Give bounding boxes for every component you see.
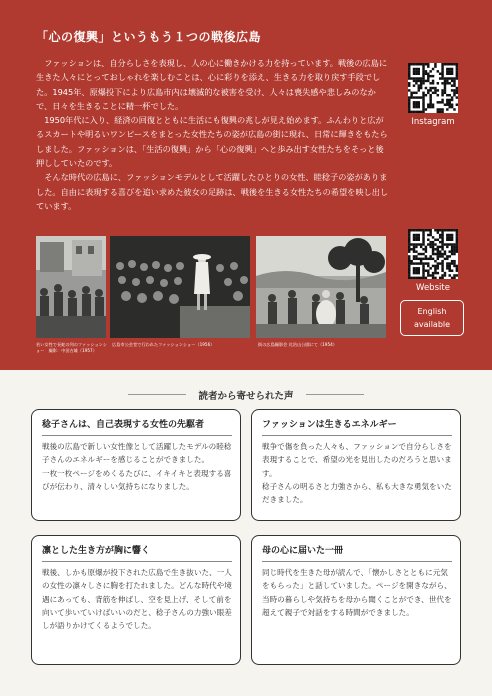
- voice-card-paragraph: 同じ時代を生きた母が読んで、「懐かしさとともに元気をもらった」と話していました。ページを開きながら、当時の暮らしや気持ちを母から聞くことができ、世代を超えて親子で対話をする時間ができました。: [262, 568, 452, 617]
- voice-card: [251, 409, 461, 521]
- voice-card-paragraph: 戦後の広島で新しい女性像として活躍したモデルの睦稔子さんのエネルギーを感じることができました。: [42, 442, 232, 465]
- voice-card-title: ファッションは生きるエネルギー: [262, 420, 397, 430]
- photo-fashion-show-hall: [110, 236, 250, 338]
- photo-caption: 広島市公会堂で行われたファッションショー（1956）: [112, 342, 215, 347]
- voices-section-title: 読者から寄せられた声: [198, 391, 294, 402]
- photo-street-crowd: [36, 236, 106, 338]
- photo-caption: 街の広島撮影会 比治山公園にて（1954）: [258, 342, 337, 347]
- voice-card-paragraph: 一枚一枚ページをめくるたびに、イキイキと表現する喜びが伝わり、清々しい気持ちになりました。: [42, 468, 232, 491]
- hero-paragraph: そんな時代の広島に、ファッションモデルとして活躍したひとりの女性、睦稔子の姿がありました。自由に表現する喜びを追い求めた彼女の足跡は、戦後を生きる女性たちの希望を映し出しています。: [36, 172, 389, 211]
- voice-card-paragraph: 戦争で傷を負った人々も、ファッションで自分らしさを表現することで、希望の光を見出したのだろうと思います。: [262, 442, 452, 478]
- english-line: English: [417, 307, 447, 316]
- voice-card-body: [42, 566, 232, 632]
- available-line: available: [413, 320, 451, 329]
- hero-headline: 「心の復興」というもう１つの戦後広島: [36, 30, 262, 44]
- voice-card-body: [262, 440, 452, 506]
- card-divider: [42, 561, 232, 562]
- instagram-qr-code[interactable]: [408, 63, 458, 113]
- photo-park-photo-session: [256, 236, 386, 338]
- website-qr-code[interactable]: [408, 229, 458, 279]
- hero-body: [36, 56, 391, 213]
- card-divider: [262, 561, 452, 562]
- instagram-label: Instagram: [411, 117, 455, 127]
- voice-card-title: 母の心に届いた一冊: [262, 546, 344, 556]
- photo-caption: 若い女性で長蛇の列のファッションショー 撮影：中田吉雄（1957）: [36, 342, 107, 353]
- voice-card-paragraph: 稔子さんの明るさと力強さから、私も大きな勇気をいただきました。: [262, 481, 452, 505]
- website-label: Website: [416, 283, 450, 293]
- voice-card-body: [262, 566, 452, 619]
- hero-paragraph: ファッションは、自分らしさを表現し、人の心に働きかける力を持っています。戦後の広島に生きた人々にとっておしゃれを楽しむことは、心に彩りを添え、生きる力を取り戻す手段でした。1945年、原爆投下により広島市内は壊滅的な被害を受け、人々は喪失感や悲しみのなかで、日々を生きることに精一杯でした。: [36, 58, 388, 111]
- voice-card-paragraph: 戦後、しかも原爆が投下された広島で生き抜いた、一人の女性の凛々しさに胸を打たれました。どんな時代や境遇にあっても、背筋を伸ばし、空を見上げ、そして前を向いて歩いていけばいいのだと、稔子さんの力強い眼差しが語りかけてくるようでした。: [42, 568, 232, 631]
- hero-paragraph: 1950年代に入り、経済の回復とともに生活にも復興の兆しが見え始めます。ふんわりと広がるスカートや明るいワンピースをまとった女性たちの姿が広島の街に現れ、日常に輝きをもたらしました。ファッションは、「生活の復興」から「心の復興」へと歩み出す女性たちをそっと後押ししていたのです。: [36, 115, 388, 169]
- voice-card: [31, 409, 241, 521]
- section-title-rule: [306, 394, 364, 395]
- card-divider: [42, 435, 232, 436]
- voice-card-title: 稔子さんは、自己表現する女性の先駆者: [42, 420, 205, 430]
- voice-card-body: [42, 440, 232, 493]
- voice-card: [31, 535, 241, 665]
- english-available-badge: [400, 300, 464, 336]
- card-divider: [262, 435, 452, 436]
- voice-card: [251, 535, 461, 665]
- voice-card-title: 凛とした生き方が胸に響く: [42, 546, 151, 556]
